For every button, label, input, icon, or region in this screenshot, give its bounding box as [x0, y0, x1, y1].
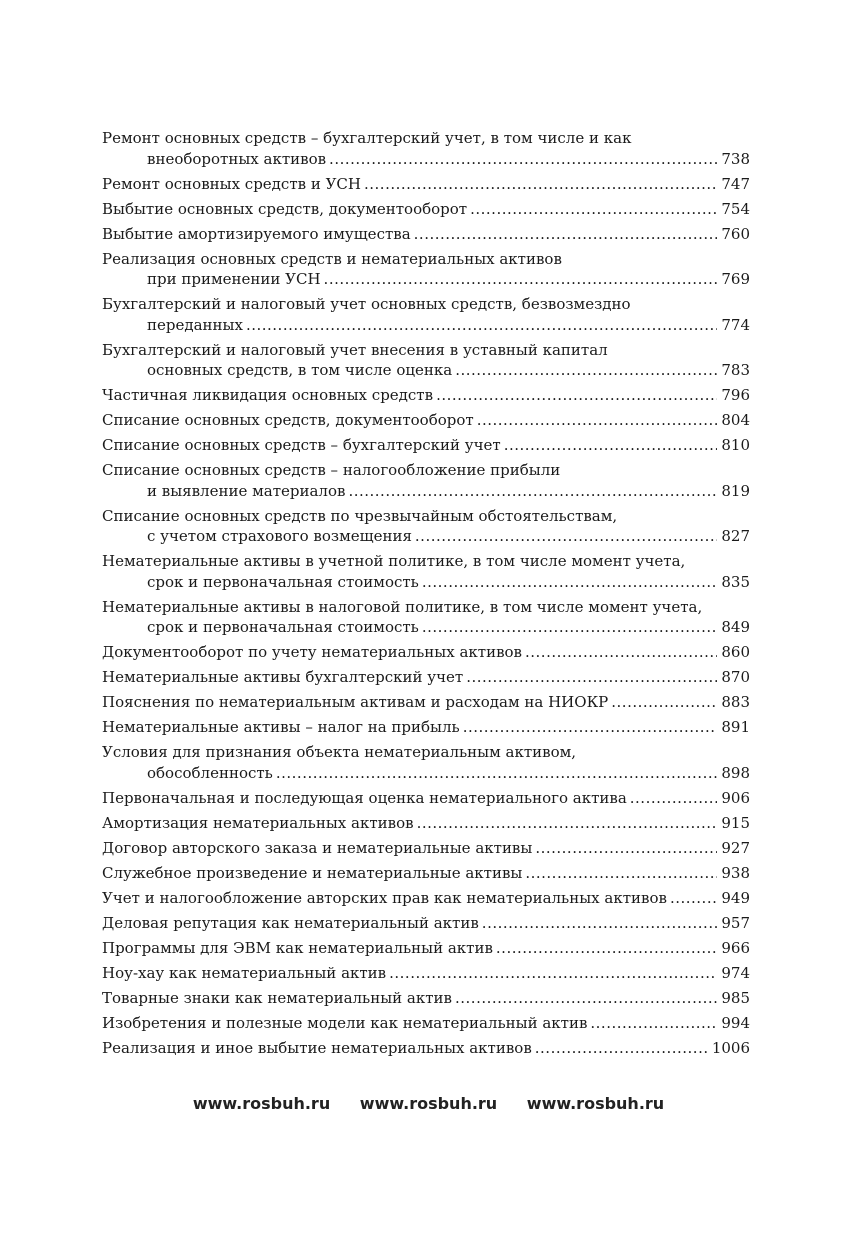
toc-entry-title: Изобретения и полезные модели как нематериальный актив [102, 1013, 588, 1032]
toc-entry-title: Программы для ЭВМ как нематериальный актив [102, 938, 493, 957]
toc-entry-line [102, 149, 750, 170]
toc-entry-line [102, 481, 750, 502]
toc-entry-line [102, 269, 750, 290]
toc-entry-title: Товарные знаки как нематериальный актив [102, 988, 452, 1007]
dot-leader [348, 481, 717, 502]
toc-entry[interactable] [102, 863, 750, 884]
toc-page-number: 985 [721, 988, 750, 1007]
toc-page-number: 849 [721, 618, 750, 636]
toc-entry-line [102, 128, 750, 149]
footer-link[interactable]: www.rosbuh.ru [192, 1094, 331, 1113]
toc-entry-title: обособленность [147, 763, 273, 782]
toc-entry[interactable] [102, 460, 750, 501]
toc-entry-line [102, 863, 750, 884]
dot-leader [630, 788, 717, 809]
dot-leader [246, 315, 717, 336]
toc-entry-title: Ремонт основных средств и УСН [102, 174, 361, 193]
toc-page-number: 974 [721, 963, 750, 982]
dot-leader [470, 199, 717, 220]
dot-leader [436, 385, 717, 406]
toc-entry[interactable] [102, 174, 750, 195]
toc-entry[interactable] [102, 249, 750, 290]
toc-entry-line [102, 642, 750, 663]
toc-entry-line [102, 938, 750, 959]
toc-page-number: 769 [721, 270, 750, 288]
toc-entry-line [102, 315, 750, 336]
toc-entry-title: Выбытие амортизируемого имущества [102, 224, 411, 243]
toc-entry-title: Реализация и иное выбытие нематериальных активов [102, 1038, 532, 1057]
toc-entry[interactable] [102, 913, 750, 934]
dot-leader [455, 988, 717, 1009]
toc-page-number: 915 [721, 813, 750, 832]
toc-entry-title: Служебное произведение и нематериальные активы [102, 863, 523, 882]
toc-entry-title: Деловая репутация как нематериальный актив [102, 913, 479, 932]
dot-leader [504, 435, 717, 456]
toc-page-number: 927 [721, 838, 750, 857]
toc-page-number: 966 [721, 938, 750, 957]
toc-entry-title: при применении УСН [147, 270, 321, 288]
dot-leader [415, 526, 717, 547]
toc-entry-line [102, 838, 750, 859]
toc-entry[interactable] [102, 340, 750, 381]
toc-entry-title: срок и первоначальная стоимость [147, 572, 419, 591]
toc-entry[interactable] [102, 1013, 750, 1034]
dot-leader [414, 224, 717, 245]
toc-entry-title: Списание основных средств, документооборот [102, 411, 474, 429]
toc-entry-line [102, 551, 750, 572]
dot-leader [482, 913, 717, 934]
toc-entry[interactable] [102, 888, 750, 909]
toc-page-number: 810 [721, 436, 750, 454]
toc-entry[interactable] [102, 128, 750, 169]
toc-entry-line [102, 174, 750, 195]
dot-leader [525, 642, 717, 663]
toc-entry-title: переданных [147, 315, 243, 334]
footer [0, 1094, 857, 1113]
toc-entry-title: Учет и налогообложение авторских прав как нематериальных активов [102, 888, 667, 907]
dot-leader [276, 763, 717, 784]
dot-leader [364, 174, 717, 195]
toc-entry-title: Выбытие основных средств, документооборот [102, 199, 468, 218]
toc-page-number: 1006 [711, 1038, 750, 1057]
dot-leader [590, 1013, 717, 1034]
dot-leader [422, 572, 717, 593]
toc-entry-line [102, 410, 750, 431]
toc-entry[interactable] [102, 410, 750, 431]
toc-entry-title: основных средств, в том числе оценка [147, 361, 453, 379]
toc-entry-line [102, 788, 750, 809]
toc-entry-title: с учетом страхового возмещения [147, 527, 412, 545]
toc-page-number: 994 [721, 1013, 750, 1032]
dot-leader [329, 149, 717, 170]
dot-leader [417, 813, 717, 834]
dot-leader [466, 667, 717, 688]
toc-page-number: 738 [721, 149, 750, 168]
toc-entry-line [102, 435, 750, 456]
toc-entry[interactable] [102, 742, 750, 783]
toc-entry-line [102, 526, 750, 547]
toc-entry-line [102, 617, 750, 638]
toc-entry-line [102, 763, 750, 784]
toc-entry-title: Первоначальная и последующая оценка нематериального актива [102, 788, 627, 807]
toc-entry[interactable] [102, 788, 750, 809]
toc-entry-line [102, 692, 750, 713]
toc-entry-title: Договор авторского заказа и нематериальные активы [102, 838, 533, 857]
dot-leader [389, 963, 717, 984]
dot-leader [535, 1038, 709, 1059]
toc-entry[interactable] [102, 199, 750, 220]
dot-leader [455, 360, 717, 381]
toc-entry[interactable] [102, 988, 750, 1009]
toc-entry-line [102, 597, 750, 618]
toc-page-number: 760 [721, 224, 750, 243]
toc-entry-line [102, 294, 750, 315]
toc-entry-title: Частичная ликвидация основных средств [102, 386, 434, 404]
toc-entry-line [102, 199, 750, 220]
toc-entry-line [102, 506, 750, 527]
toc-entry[interactable] [102, 551, 750, 592]
dot-leader [496, 938, 717, 959]
toc-entry-title: Пояснения по нематериальным активам и расходам на НИОКР [102, 693, 609, 711]
dot-leader [670, 888, 717, 909]
toc-page-number: 938 [721, 863, 750, 882]
dot-leader [477, 410, 717, 431]
toc-page-number: 774 [721, 315, 750, 334]
dot-leader [422, 617, 717, 638]
toc-page-number: 747 [721, 174, 750, 193]
toc-entry-line [102, 249, 750, 270]
toc-entry[interactable] [102, 597, 750, 638]
toc-entry-line [102, 888, 750, 909]
toc-entry-title: Ремонт основных средств – бухгалтерский учет, в том числе и как [102, 129, 632, 147]
toc-entry-line [102, 813, 750, 834]
toc-entry-title: Нематериальные активы в налоговой политике, в том числе момент учета, [102, 597, 703, 616]
toc-entry-line [102, 913, 750, 934]
toc-entry-title: Амортизация нематериальных активов [102, 813, 414, 832]
toc-entry-title: Нематериальные активы в учетной политике, в том числе момент учета, [102, 552, 686, 570]
toc-entry-line [102, 340, 750, 361]
toc-entry-line [102, 572, 750, 593]
toc-page-number: 835 [721, 572, 750, 591]
toc-entry-title: внеоборотных активов [147, 149, 327, 168]
toc-entry-title: Ноу-хау как нематериальный актив [102, 963, 387, 982]
toc-page-number: 860 [721, 643, 750, 661]
toc-entry-title: Документооборот по учету нематериальных активов [102, 643, 522, 661]
table-of-contents [102, 128, 750, 1063]
dot-leader [535, 838, 717, 859]
toc-entry-title: Нематериальные активы бухгалтерский учет [102, 668, 464, 686]
dot-leader [324, 269, 717, 290]
toc-page-number: 827 [721, 527, 750, 545]
toc-page-number: 783 [721, 361, 750, 379]
toc-entry[interactable] [102, 642, 750, 663]
toc-page-number: 949 [721, 888, 750, 907]
toc-entry-line [102, 360, 750, 381]
toc-entry-title: срок и первоначальная стоимость [147, 618, 419, 636]
toc-page-number: 906 [721, 788, 750, 807]
toc-entry-line [102, 717, 750, 738]
toc-entry-line [102, 667, 750, 688]
toc-entry-title: Списание основных средств по чрезвычайным обстоятельствам, [102, 506, 618, 525]
toc-entry[interactable] [102, 813, 750, 834]
toc-entry[interactable] [102, 938, 750, 959]
toc-page-number: 796 [721, 386, 750, 404]
toc-entry-line [102, 988, 750, 1009]
toc-entry[interactable] [102, 294, 750, 335]
toc-page-number: 754 [721, 199, 750, 218]
toc-entry[interactable] [102, 692, 750, 713]
toc-page-number: 898 [721, 763, 750, 782]
toc-entry-title: Реализация основных средств и нематериальных активов [102, 249, 562, 268]
toc-page-number: 957 [721, 913, 750, 932]
dot-leader [611, 692, 717, 713]
toc-entry[interactable] [102, 1038, 750, 1059]
toc-entry-title: Бухгалтерский и налоговый учет внесения в уставный капитал [102, 340, 608, 359]
toc-entry[interactable] [102, 838, 750, 859]
toc-entry-line [102, 742, 750, 763]
toc-page-number: 870 [721, 668, 750, 686]
toc-page-number: 891 [721, 718, 750, 736]
toc-entry-line [102, 460, 750, 481]
footer-link[interactable]: www.rosbuh.ru [526, 1094, 665, 1113]
toc-entry[interactable] [102, 717, 750, 738]
toc-page-number: 883 [721, 693, 750, 711]
toc-page-number: 819 [721, 481, 750, 500]
toc-entry[interactable] [102, 667, 750, 688]
toc-entry-line [102, 224, 750, 245]
dot-leader [525, 863, 717, 884]
toc-entry-title: Бухгалтерский и налоговый учет основных средств, безвозмездно [102, 295, 631, 313]
toc-entry-title: Условия для признания объекта нематериальным активом, [102, 743, 577, 761]
toc-entry-title: и выявление материалов [147, 481, 346, 500]
toc-entry[interactable] [102, 435, 750, 456]
toc-entry-line [102, 385, 750, 406]
toc-entry[interactable] [102, 963, 750, 984]
toc-entry-title: Нематериальные активы – налог на прибыль [102, 718, 460, 736]
toc-entry-line [102, 1013, 750, 1034]
toc-entry-line [102, 1038, 750, 1059]
dot-leader [463, 717, 717, 738]
toc-entry-line [102, 963, 750, 984]
toc-entry-title: Списание основных средств – налогообложение прибыли [102, 461, 561, 479]
toc-entry[interactable] [102, 385, 750, 406]
footer-link[interactable]: www.rosbuh.ru [359, 1094, 498, 1113]
toc-entry[interactable] [102, 506, 750, 547]
toc-entry[interactable] [102, 224, 750, 245]
toc-page-number: 804 [721, 411, 750, 429]
toc-entry-title: Списание основных средств – бухгалтерский учет [102, 436, 501, 454]
